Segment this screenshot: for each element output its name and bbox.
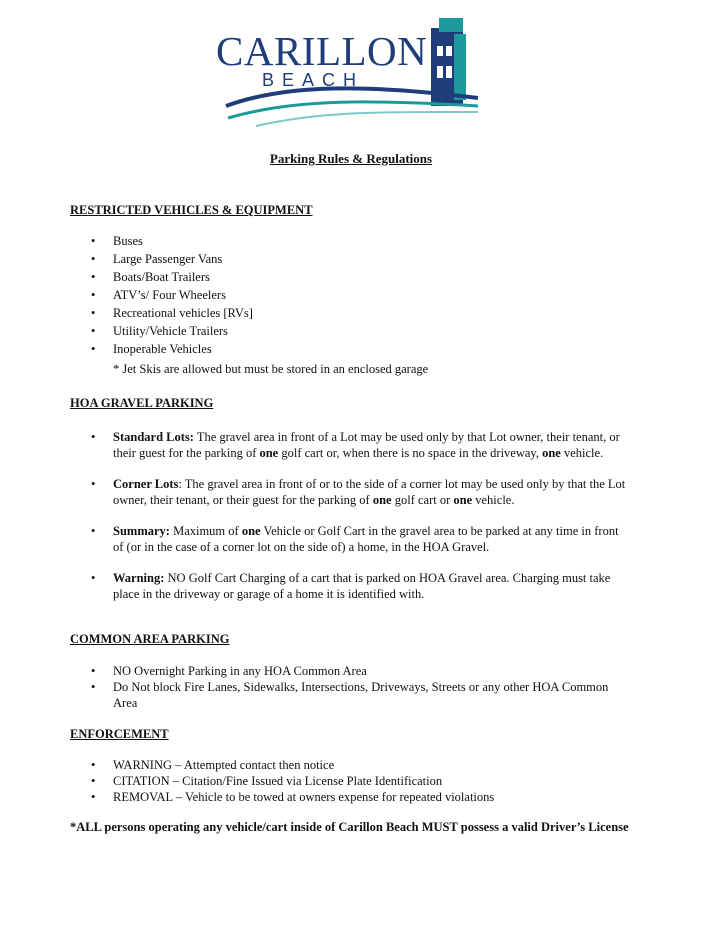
restricted-heading: RESTRICTED VEHICLES & EQUIPMENT [70,203,313,217]
text: vehicle. [472,493,515,507]
logo-name: CARILLON [216,28,428,74]
list-item: • Boats/Boat Trailers [91,269,631,285]
text: one [542,446,561,460]
list-item: • CITATION – Citation/Fine Issued via License Plate Identification [91,773,631,789]
carillon-beach-logo [216,14,486,130]
common-list [91,663,631,711]
warning-label: Warning: [113,571,165,585]
summary-label: Summary: [113,524,170,538]
license-footer-note: *ALL persons operating any vehicle/cart inside of Carillon Beach MUST possess a valid Driver’s License [70,820,629,834]
text: : The gravel area in front of or to the side of a corner lot may be used only by that the Lot owner, their tenant, or their guest for the parking of [113,477,626,507]
text: golf cart or [391,493,454,507]
list-item: • REMOVAL – Vehicle to be towed at owners expense for repeated violations [91,789,631,805]
page-title: Parking Rules & Regulations [269,151,433,166]
text: one [259,446,279,460]
warning-item [91,570,631,602]
logo-subtitle: BEACH [262,70,365,90]
list-item: • Inoperable Vehicles [91,341,631,357]
text: one [453,493,473,507]
common-heading: COMMON AREA PARKING [70,632,230,646]
list-item: • Recreational vehicles [RVs] [91,305,631,321]
standard-lots-label: Standard Lots: [113,430,194,444]
standard-lots-item [91,429,631,461]
enforcement-list [91,757,631,805]
list-item: • WARNING – Attempted contact then notice [91,757,631,773]
text: NO Golf Cart Charging of a cart that is parked on HOA Gravel area. Charging must take place in the driveway or garage of a home it is identified with. [113,571,611,601]
list-item: • Do Not block Fire Lanes, Sidewalks, Intersections, Driveways, Streets or any other HOA Common Area [91,679,631,711]
list-item: • ATV’s/ Four Wheelers [91,287,631,303]
text: one [241,524,261,538]
summary-item [91,523,631,555]
text: Maximum of [169,524,242,538]
list-item: • Large Passenger Vans [91,251,631,267]
text: The gravel area in front of a Lot may be used only by that Lot owner, their tenant, or their guest for the parking of [113,430,620,460]
corner-lots-label: Corner Lots [113,477,179,491]
restricted-list [91,233,631,357]
jet-ski-note: * Jet Skis are allowed but must be stored in an enclosed garage [113,362,429,376]
corner-lots-item [91,476,631,508]
enforcement-heading: ENFORCEMENT [70,727,169,741]
gravel-heading: HOA GRAVEL PARKING [70,396,214,410]
list-item: • NO Overnight Parking in any HOA Common Area [91,663,631,679]
text: vehicle. [560,446,604,460]
list-item: • Utility/Vehicle Trailers [91,323,631,339]
text: one [372,493,392,507]
list-item: • Buses [91,233,631,249]
text: golf cart or, when there is no space in the driveway, [278,446,543,460]
gravel-list [91,429,631,602]
text: Vehicle or Golf Cart in the gravel area to be parked at any time in front of (or in the case of a corner lot on the side of) a home, in the HOA Gravel. [113,524,619,554]
